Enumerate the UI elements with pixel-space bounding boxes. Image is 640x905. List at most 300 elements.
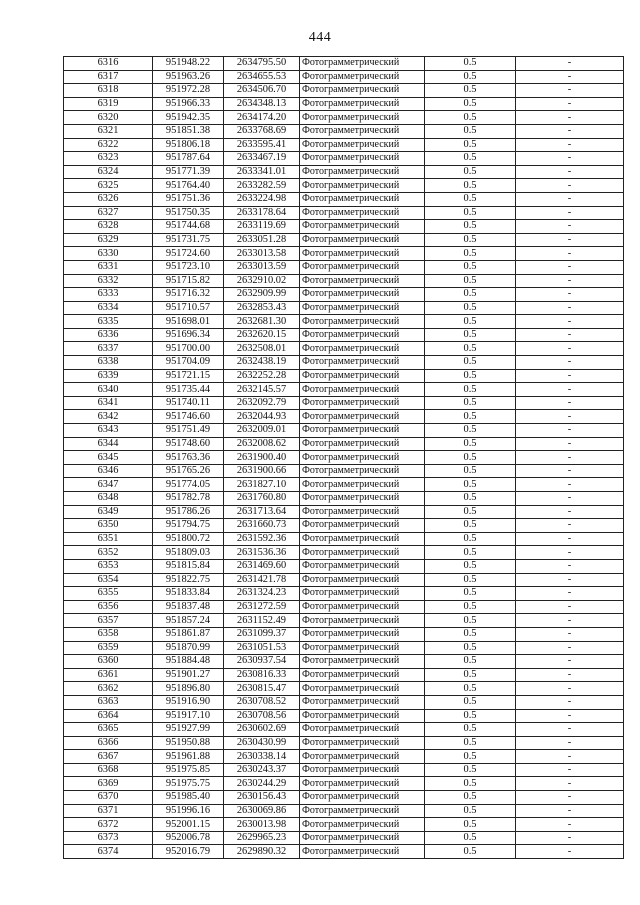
accuracy-cell: 0.5 bbox=[425, 165, 516, 179]
y-coordinate-cell: 2631900.40 bbox=[224, 451, 300, 465]
x-coordinate-cell: 951723.10 bbox=[153, 260, 224, 274]
accuracy-cell: 0.5 bbox=[425, 288, 516, 302]
accuracy-cell: 0.5 bbox=[425, 668, 516, 682]
point-number-cell: 6351 bbox=[64, 532, 153, 546]
method-cell: Фотограмметрический bbox=[300, 206, 425, 220]
method-cell: Фотограмметрический bbox=[300, 70, 425, 84]
x-coordinate-cell: 951771.39 bbox=[153, 165, 224, 179]
x-coordinate-cell: 951972.28 bbox=[153, 84, 224, 98]
table-row bbox=[64, 600, 624, 614]
accuracy-cell: 0.5 bbox=[425, 791, 516, 805]
method-cell: Фотограмметрический bbox=[300, 532, 425, 546]
accuracy-cell: 0.5 bbox=[425, 559, 516, 573]
method-cell: Фотограмметрический bbox=[300, 736, 425, 750]
note-cell: - bbox=[516, 614, 624, 628]
point-number-cell: 6365 bbox=[64, 723, 153, 737]
table-row bbox=[64, 831, 624, 845]
method-cell: Фотограмметрический bbox=[300, 668, 425, 682]
method-cell: Фотограмметрический bbox=[300, 233, 425, 247]
method-cell: Фотограмметрический bbox=[300, 152, 425, 166]
accuracy-cell: 0.5 bbox=[425, 369, 516, 383]
table-row bbox=[64, 138, 624, 152]
y-coordinate-cell: 2634795.50 bbox=[224, 57, 300, 71]
accuracy-cell: 0.5 bbox=[425, 464, 516, 478]
method-cell: Фотограмметрический bbox=[300, 831, 425, 845]
note-cell: - bbox=[516, 70, 624, 84]
table-row bbox=[64, 152, 624, 166]
method-cell: Фотограмметрический bbox=[300, 845, 425, 859]
point-number-cell: 6352 bbox=[64, 546, 153, 560]
table-row bbox=[64, 763, 624, 777]
point-number-cell: 6333 bbox=[64, 288, 153, 302]
point-number-cell: 6368 bbox=[64, 763, 153, 777]
x-coordinate-cell: 951837.48 bbox=[153, 600, 224, 614]
note-cell: - bbox=[516, 831, 624, 845]
y-coordinate-cell: 2630937.54 bbox=[224, 655, 300, 669]
x-coordinate-cell: 951700.00 bbox=[153, 342, 224, 356]
table-row bbox=[64, 519, 624, 533]
x-coordinate-cell: 951698.01 bbox=[153, 315, 224, 329]
y-coordinate-cell: 2630602.69 bbox=[224, 723, 300, 737]
point-number-cell: 6328 bbox=[64, 220, 153, 234]
note-cell: - bbox=[516, 750, 624, 764]
note-cell: - bbox=[516, 274, 624, 288]
point-number-cell: 6363 bbox=[64, 695, 153, 709]
point-number-cell: 6357 bbox=[64, 614, 153, 628]
point-number-cell: 6321 bbox=[64, 124, 153, 138]
method-cell: Фотограмметрический bbox=[300, 315, 425, 329]
accuracy-cell: 0.5 bbox=[425, 723, 516, 737]
note-cell: - bbox=[516, 260, 624, 274]
accuracy-cell: 0.5 bbox=[425, 437, 516, 451]
accuracy-cell: 0.5 bbox=[425, 247, 516, 261]
table-row bbox=[64, 328, 624, 342]
method-cell: Фотограмметрический bbox=[300, 437, 425, 451]
point-number-cell: 6373 bbox=[64, 831, 153, 845]
y-coordinate-cell: 2633341.01 bbox=[224, 165, 300, 179]
point-number-cell: 6342 bbox=[64, 410, 153, 424]
method-cell: Фотограмметрический bbox=[300, 791, 425, 805]
x-coordinate-cell: 951851.38 bbox=[153, 124, 224, 138]
point-number-cell: 6317 bbox=[64, 70, 153, 84]
x-coordinate-cell: 951917.10 bbox=[153, 709, 224, 723]
note-cell: - bbox=[516, 328, 624, 342]
x-coordinate-cell: 951751.36 bbox=[153, 192, 224, 206]
point-number-cell: 6341 bbox=[64, 396, 153, 410]
point-number-cell: 6326 bbox=[64, 192, 153, 206]
x-coordinate-cell: 952006.78 bbox=[153, 831, 224, 845]
table-row bbox=[64, 192, 624, 206]
point-number-cell: 6337 bbox=[64, 342, 153, 356]
method-cell: Фотограмметрический bbox=[300, 559, 425, 573]
point-number-cell: 6340 bbox=[64, 383, 153, 397]
table-row bbox=[64, 111, 624, 125]
y-coordinate-cell: 2633013.58 bbox=[224, 247, 300, 261]
note-cell: - bbox=[516, 695, 624, 709]
note-cell: - bbox=[516, 804, 624, 818]
y-coordinate-cell: 2633282.59 bbox=[224, 179, 300, 193]
method-cell: Фотограмметрический bbox=[300, 709, 425, 723]
note-cell: - bbox=[516, 383, 624, 397]
note-cell: - bbox=[516, 206, 624, 220]
note-cell: - bbox=[516, 220, 624, 234]
table-row bbox=[64, 845, 624, 859]
accuracy-cell: 0.5 bbox=[425, 831, 516, 845]
x-coordinate-cell: 951975.85 bbox=[153, 763, 224, 777]
y-coordinate-cell: 2632092.79 bbox=[224, 396, 300, 410]
method-cell: Фотограмметрический bbox=[300, 138, 425, 152]
note-cell: - bbox=[516, 179, 624, 193]
table-row bbox=[64, 383, 624, 397]
y-coordinate-cell: 2632910.02 bbox=[224, 274, 300, 288]
y-coordinate-cell: 2630338.14 bbox=[224, 750, 300, 764]
table-row bbox=[64, 247, 624, 261]
table-row bbox=[64, 478, 624, 492]
accuracy-cell: 0.5 bbox=[425, 396, 516, 410]
table-row bbox=[64, 723, 624, 737]
table-row bbox=[64, 437, 624, 451]
point-number-cell: 6323 bbox=[64, 152, 153, 166]
note-cell: - bbox=[516, 627, 624, 641]
x-coordinate-cell: 951806.18 bbox=[153, 138, 224, 152]
point-number-cell: 6332 bbox=[64, 274, 153, 288]
y-coordinate-cell: 2633178.64 bbox=[224, 206, 300, 220]
accuracy-cell: 0.5 bbox=[425, 124, 516, 138]
y-coordinate-cell: 2630708.56 bbox=[224, 709, 300, 723]
point-number-cell: 6349 bbox=[64, 505, 153, 519]
note-cell: - bbox=[516, 723, 624, 737]
method-cell: Фотограмметрический bbox=[300, 451, 425, 465]
method-cell: Фотограмметрический bbox=[300, 763, 425, 777]
y-coordinate-cell: 2632620.15 bbox=[224, 328, 300, 342]
x-coordinate-cell: 951704.09 bbox=[153, 356, 224, 370]
table-body bbox=[64, 57, 624, 859]
method-cell: Фотограмметрический bbox=[300, 750, 425, 764]
x-coordinate-cell: 951833.84 bbox=[153, 587, 224, 601]
y-coordinate-cell: 2631051.53 bbox=[224, 641, 300, 655]
point-number-cell: 6329 bbox=[64, 233, 153, 247]
accuracy-cell: 0.5 bbox=[425, 709, 516, 723]
accuracy-cell: 0.5 bbox=[425, 328, 516, 342]
method-cell: Фотограмметрический bbox=[300, 546, 425, 560]
y-coordinate-cell: 2633013.59 bbox=[224, 260, 300, 274]
accuracy-cell: 0.5 bbox=[425, 111, 516, 125]
method-cell: Фотограмметрический bbox=[300, 505, 425, 519]
table-row bbox=[64, 424, 624, 438]
method-cell: Фотограмметрический bbox=[300, 818, 425, 832]
x-coordinate-cell: 951963.26 bbox=[153, 70, 224, 84]
note-cell: - bbox=[516, 57, 624, 71]
note-cell: - bbox=[516, 192, 624, 206]
accuracy-cell: 0.5 bbox=[425, 192, 516, 206]
y-coordinate-cell: 2631713.64 bbox=[224, 505, 300, 519]
note-cell: - bbox=[516, 573, 624, 587]
x-coordinate-cell: 951774.05 bbox=[153, 478, 224, 492]
note-cell: - bbox=[516, 682, 624, 696]
note-cell: - bbox=[516, 736, 624, 750]
x-coordinate-cell: 951966.33 bbox=[153, 97, 224, 111]
point-number-cell: 6331 bbox=[64, 260, 153, 274]
y-coordinate-cell: 2632438.19 bbox=[224, 356, 300, 370]
point-number-cell: 6324 bbox=[64, 165, 153, 179]
accuracy-cell: 0.5 bbox=[425, 478, 516, 492]
accuracy-cell: 0.5 bbox=[425, 84, 516, 98]
y-coordinate-cell: 2631900.66 bbox=[224, 464, 300, 478]
point-number-cell: 6353 bbox=[64, 559, 153, 573]
x-coordinate-cell: 951896.80 bbox=[153, 682, 224, 696]
x-coordinate-cell: 951815.84 bbox=[153, 559, 224, 573]
y-coordinate-cell: 2630430.99 bbox=[224, 736, 300, 750]
accuracy-cell: 0.5 bbox=[425, 152, 516, 166]
accuracy-cell: 0.5 bbox=[425, 274, 516, 288]
table-row bbox=[64, 288, 624, 302]
note-cell: - bbox=[516, 600, 624, 614]
method-cell: Фотограмметрический bbox=[300, 111, 425, 125]
table-row bbox=[64, 342, 624, 356]
table-row bbox=[64, 410, 624, 424]
note-cell: - bbox=[516, 478, 624, 492]
table-row bbox=[64, 668, 624, 682]
x-coordinate-cell: 951901.27 bbox=[153, 668, 224, 682]
table-row bbox=[64, 777, 624, 791]
note-cell: - bbox=[516, 315, 624, 329]
y-coordinate-cell: 2632044.93 bbox=[224, 410, 300, 424]
note-cell: - bbox=[516, 546, 624, 560]
x-coordinate-cell: 951746.60 bbox=[153, 410, 224, 424]
y-coordinate-cell: 2630244.29 bbox=[224, 777, 300, 791]
point-number-cell: 6338 bbox=[64, 356, 153, 370]
x-coordinate-cell: 951716.32 bbox=[153, 288, 224, 302]
x-coordinate-cell: 951794.75 bbox=[153, 519, 224, 533]
accuracy-cell: 0.5 bbox=[425, 260, 516, 274]
y-coordinate-cell: 2631592.36 bbox=[224, 532, 300, 546]
accuracy-cell: 0.5 bbox=[425, 57, 516, 71]
accuracy-cell: 0.5 bbox=[425, 777, 516, 791]
point-number-cell: 6320 bbox=[64, 111, 153, 125]
table-row bbox=[64, 165, 624, 179]
y-coordinate-cell: 2631324.23 bbox=[224, 587, 300, 601]
table-row bbox=[64, 57, 624, 71]
point-number-cell: 6361 bbox=[64, 668, 153, 682]
accuracy-cell: 0.5 bbox=[425, 546, 516, 560]
y-coordinate-cell: 2634174.20 bbox=[224, 111, 300, 125]
note-cell: - bbox=[516, 124, 624, 138]
method-cell: Фотограмметрический bbox=[300, 478, 425, 492]
y-coordinate-cell: 2632008.62 bbox=[224, 437, 300, 451]
point-number-cell: 6325 bbox=[64, 179, 153, 193]
y-coordinate-cell: 2632009.01 bbox=[224, 424, 300, 438]
note-cell: - bbox=[516, 668, 624, 682]
method-cell: Фотограмметрический bbox=[300, 97, 425, 111]
note-cell: - bbox=[516, 818, 624, 832]
accuracy-cell: 0.5 bbox=[425, 179, 516, 193]
note-cell: - bbox=[516, 247, 624, 261]
x-coordinate-cell: 951763.36 bbox=[153, 451, 224, 465]
accuracy-cell: 0.5 bbox=[425, 138, 516, 152]
method-cell: Фотограмметрический bbox=[300, 328, 425, 342]
method-cell: Фотограмметрический bbox=[300, 695, 425, 709]
method-cell: Фотограмметрический bbox=[300, 641, 425, 655]
method-cell: Фотограмметрический bbox=[300, 383, 425, 397]
y-coordinate-cell: 2631660.73 bbox=[224, 519, 300, 533]
method-cell: Фотограмметрический bbox=[300, 655, 425, 669]
accuracy-cell: 0.5 bbox=[425, 627, 516, 641]
x-coordinate-cell: 951748.60 bbox=[153, 437, 224, 451]
method-cell: Фотограмметрический bbox=[300, 777, 425, 791]
y-coordinate-cell: 2631272.59 bbox=[224, 600, 300, 614]
method-cell: Фотограмметрический bbox=[300, 124, 425, 138]
point-number-cell: 6356 bbox=[64, 600, 153, 614]
coordinates-table-container bbox=[63, 56, 615, 859]
note-cell: - bbox=[516, 97, 624, 111]
x-coordinate-cell: 951975.75 bbox=[153, 777, 224, 791]
table-row bbox=[64, 206, 624, 220]
table-row bbox=[64, 655, 624, 669]
accuracy-cell: 0.5 bbox=[425, 220, 516, 234]
y-coordinate-cell: 2632508.01 bbox=[224, 342, 300, 356]
method-cell: Фотограмметрический bbox=[300, 192, 425, 206]
y-coordinate-cell: 2630069.86 bbox=[224, 804, 300, 818]
y-coordinate-cell: 2630708.52 bbox=[224, 695, 300, 709]
method-cell: Фотограмметрический bbox=[300, 573, 425, 587]
method-cell: Фотограмметрический bbox=[300, 804, 425, 818]
method-cell: Фотограмметрический bbox=[300, 519, 425, 533]
accuracy-cell: 0.5 bbox=[425, 301, 516, 315]
table-row bbox=[64, 315, 624, 329]
note-cell: - bbox=[516, 396, 624, 410]
point-number-cell: 6348 bbox=[64, 492, 153, 506]
point-number-cell: 6344 bbox=[64, 437, 153, 451]
y-coordinate-cell: 2629890.32 bbox=[224, 845, 300, 859]
x-coordinate-cell: 951857.24 bbox=[153, 614, 224, 628]
page-number: 444 bbox=[308, 30, 332, 45]
table-row bbox=[64, 260, 624, 274]
accuracy-cell: 0.5 bbox=[425, 587, 516, 601]
table-row bbox=[64, 179, 624, 193]
accuracy-cell: 0.5 bbox=[425, 70, 516, 84]
table-row bbox=[64, 818, 624, 832]
point-number-cell: 6370 bbox=[64, 791, 153, 805]
accuracy-cell: 0.5 bbox=[425, 804, 516, 818]
y-coordinate-cell: 2632909.99 bbox=[224, 288, 300, 302]
point-number-cell: 6319 bbox=[64, 97, 153, 111]
x-coordinate-cell: 951786.26 bbox=[153, 505, 224, 519]
table-row bbox=[64, 492, 624, 506]
point-number-cell: 6374 bbox=[64, 845, 153, 859]
table-row bbox=[64, 614, 624, 628]
accuracy-cell: 0.5 bbox=[425, 573, 516, 587]
method-cell: Фотограмметрический bbox=[300, 342, 425, 356]
accuracy-cell: 0.5 bbox=[425, 356, 516, 370]
point-number-cell: 6354 bbox=[64, 573, 153, 587]
x-coordinate-cell: 951942.35 bbox=[153, 111, 224, 125]
accuracy-cell: 0.5 bbox=[425, 818, 516, 832]
accuracy-cell: 0.5 bbox=[425, 532, 516, 546]
table-row bbox=[64, 301, 624, 315]
accuracy-cell: 0.5 bbox=[425, 505, 516, 519]
note-cell: - bbox=[516, 777, 624, 791]
coordinates-table bbox=[63, 56, 624, 859]
accuracy-cell: 0.5 bbox=[425, 736, 516, 750]
y-coordinate-cell: 2631536.36 bbox=[224, 546, 300, 560]
method-cell: Фотограмметрический bbox=[300, 165, 425, 179]
x-coordinate-cell: 951721.15 bbox=[153, 369, 224, 383]
note-cell: - bbox=[516, 342, 624, 356]
table-row bbox=[64, 84, 624, 98]
point-number-cell: 6358 bbox=[64, 627, 153, 641]
note-cell: - bbox=[516, 791, 624, 805]
accuracy-cell: 0.5 bbox=[425, 519, 516, 533]
point-number-cell: 6362 bbox=[64, 682, 153, 696]
y-coordinate-cell: 2632681.30 bbox=[224, 315, 300, 329]
point-number-cell: 6316 bbox=[64, 57, 153, 71]
accuracy-cell: 0.5 bbox=[425, 97, 516, 111]
accuracy-cell: 0.5 bbox=[425, 655, 516, 669]
note-cell: - bbox=[516, 356, 624, 370]
point-number-cell: 6360 bbox=[64, 655, 153, 669]
note-cell: - bbox=[516, 641, 624, 655]
x-coordinate-cell: 951731.75 bbox=[153, 233, 224, 247]
accuracy-cell: 0.5 bbox=[425, 492, 516, 506]
accuracy-cell: 0.5 bbox=[425, 695, 516, 709]
method-cell: Фотограмметрический bbox=[300, 57, 425, 71]
y-coordinate-cell: 2632145.57 bbox=[224, 383, 300, 397]
point-number-cell: 6335 bbox=[64, 315, 153, 329]
table-row bbox=[64, 695, 624, 709]
method-cell: Фотограмметрический bbox=[300, 410, 425, 424]
y-coordinate-cell: 2634655.53 bbox=[224, 70, 300, 84]
note-cell: - bbox=[516, 152, 624, 166]
note-cell: - bbox=[516, 288, 624, 302]
y-coordinate-cell: 2633119.69 bbox=[224, 220, 300, 234]
note-cell: - bbox=[516, 505, 624, 519]
note-cell: - bbox=[516, 532, 624, 546]
x-coordinate-cell: 951800.72 bbox=[153, 532, 224, 546]
table-row bbox=[64, 396, 624, 410]
note-cell: - bbox=[516, 492, 624, 506]
accuracy-cell: 0.5 bbox=[425, 451, 516, 465]
y-coordinate-cell: 2631152.49 bbox=[224, 614, 300, 628]
accuracy-cell: 0.5 bbox=[425, 410, 516, 424]
method-cell: Фотограмметрический bbox=[300, 84, 425, 98]
table-row bbox=[64, 546, 624, 560]
x-coordinate-cell: 951996.16 bbox=[153, 804, 224, 818]
x-coordinate-cell: 951870.99 bbox=[153, 641, 224, 655]
method-cell: Фотограмметрический bbox=[300, 288, 425, 302]
y-coordinate-cell: 2631827.10 bbox=[224, 478, 300, 492]
point-number-cell: 6339 bbox=[64, 369, 153, 383]
note-cell: - bbox=[516, 464, 624, 478]
x-coordinate-cell: 951744.68 bbox=[153, 220, 224, 234]
point-number-cell: 6334 bbox=[64, 301, 153, 315]
y-coordinate-cell: 2631099.37 bbox=[224, 627, 300, 641]
x-coordinate-cell: 951764.40 bbox=[153, 179, 224, 193]
point-number-cell: 6322 bbox=[64, 138, 153, 152]
x-coordinate-cell: 951696.34 bbox=[153, 328, 224, 342]
accuracy-cell: 0.5 bbox=[425, 763, 516, 777]
point-number-cell: 6364 bbox=[64, 709, 153, 723]
point-number-cell: 6330 bbox=[64, 247, 153, 261]
table-row bbox=[64, 70, 624, 84]
note-cell: - bbox=[516, 559, 624, 573]
x-coordinate-cell: 951710.57 bbox=[153, 301, 224, 315]
method-cell: Фотограмметрический bbox=[300, 464, 425, 478]
y-coordinate-cell: 2632252.28 bbox=[224, 369, 300, 383]
y-coordinate-cell: 2631469.60 bbox=[224, 559, 300, 573]
method-cell: Фотограмметрический bbox=[300, 356, 425, 370]
accuracy-cell: 0.5 bbox=[425, 614, 516, 628]
table-row bbox=[64, 573, 624, 587]
